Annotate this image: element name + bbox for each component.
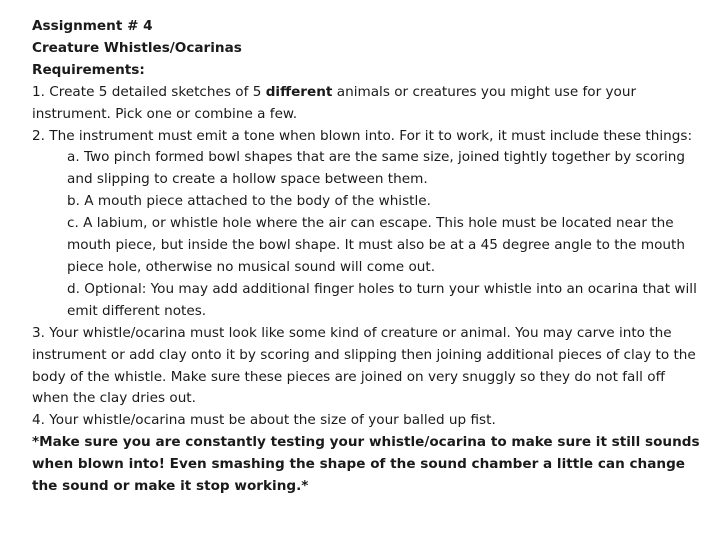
requirement-1-emphasis: different — [265, 83, 333, 100]
requirement-2b: b. A mouth piece attached to the body of the whistle. — [67, 193, 431, 210]
requirement-1-text-start: 1. Create 5 detailed sketches of 5 — [32, 83, 266, 100]
assignment-number: Assignment # 4 — [32, 18, 153, 34]
requirement-2a: a. Two pinch formed bowl shapes that are the same size, joined tightly together by scoring and slipping to create a hollow space between them. — [67, 149, 685, 188]
requirement-1-text-end: animals or creatures you might use for your instrument. Pick one or combine a few. — [32, 83, 637, 122]
requirement-2-subitems — [32, 147, 704, 322]
requirement-1 — [32, 82, 704, 126]
assignment-title: Creature Whistles/Ocarinas — [32, 39, 242, 56]
requirement-2d: d. Optional: You may add additional finger holes to turn your whistle into an ocarina that will emit different notes. — [67, 280, 697, 319]
requirement-4: 4. Your whistle/ocarina must be about the size of your balled up fist. — [32, 412, 496, 429]
requirements-label: Requirements: — [32, 61, 145, 78]
requirement-2c: c. A labium, or whistle hole where the air can escape. This hole must be located near the mouth piece, but inside the bowl shape. It must also be at a 45 degree angle to the mouth piece hole, otherwise no musical sound will come out. — [67, 215, 685, 275]
assignment-document — [32, 16, 704, 498]
testing-warning: *Make sure you are constantly testing your whistle/ocarina to make sure it still sounds when blown into! Even smashing the shape of the sound chamber a little can change the sound or make it stop working.* — [32, 434, 700, 495]
requirement-3: 3. Your whistle/ocarina must look like some kind of creature or animal. You may carve into the instrument or add clay onto it by scoring and slipping then joining additional pieces of clay to the body of the whistle. Make sure these pieces are joined on very snuggly so they do not fall off when the clay dries out. — [32, 324, 696, 407]
requirement-2: 2. The instrument must emit a tone when blown into. For it to work, it must include these things: — [32, 127, 693, 144]
